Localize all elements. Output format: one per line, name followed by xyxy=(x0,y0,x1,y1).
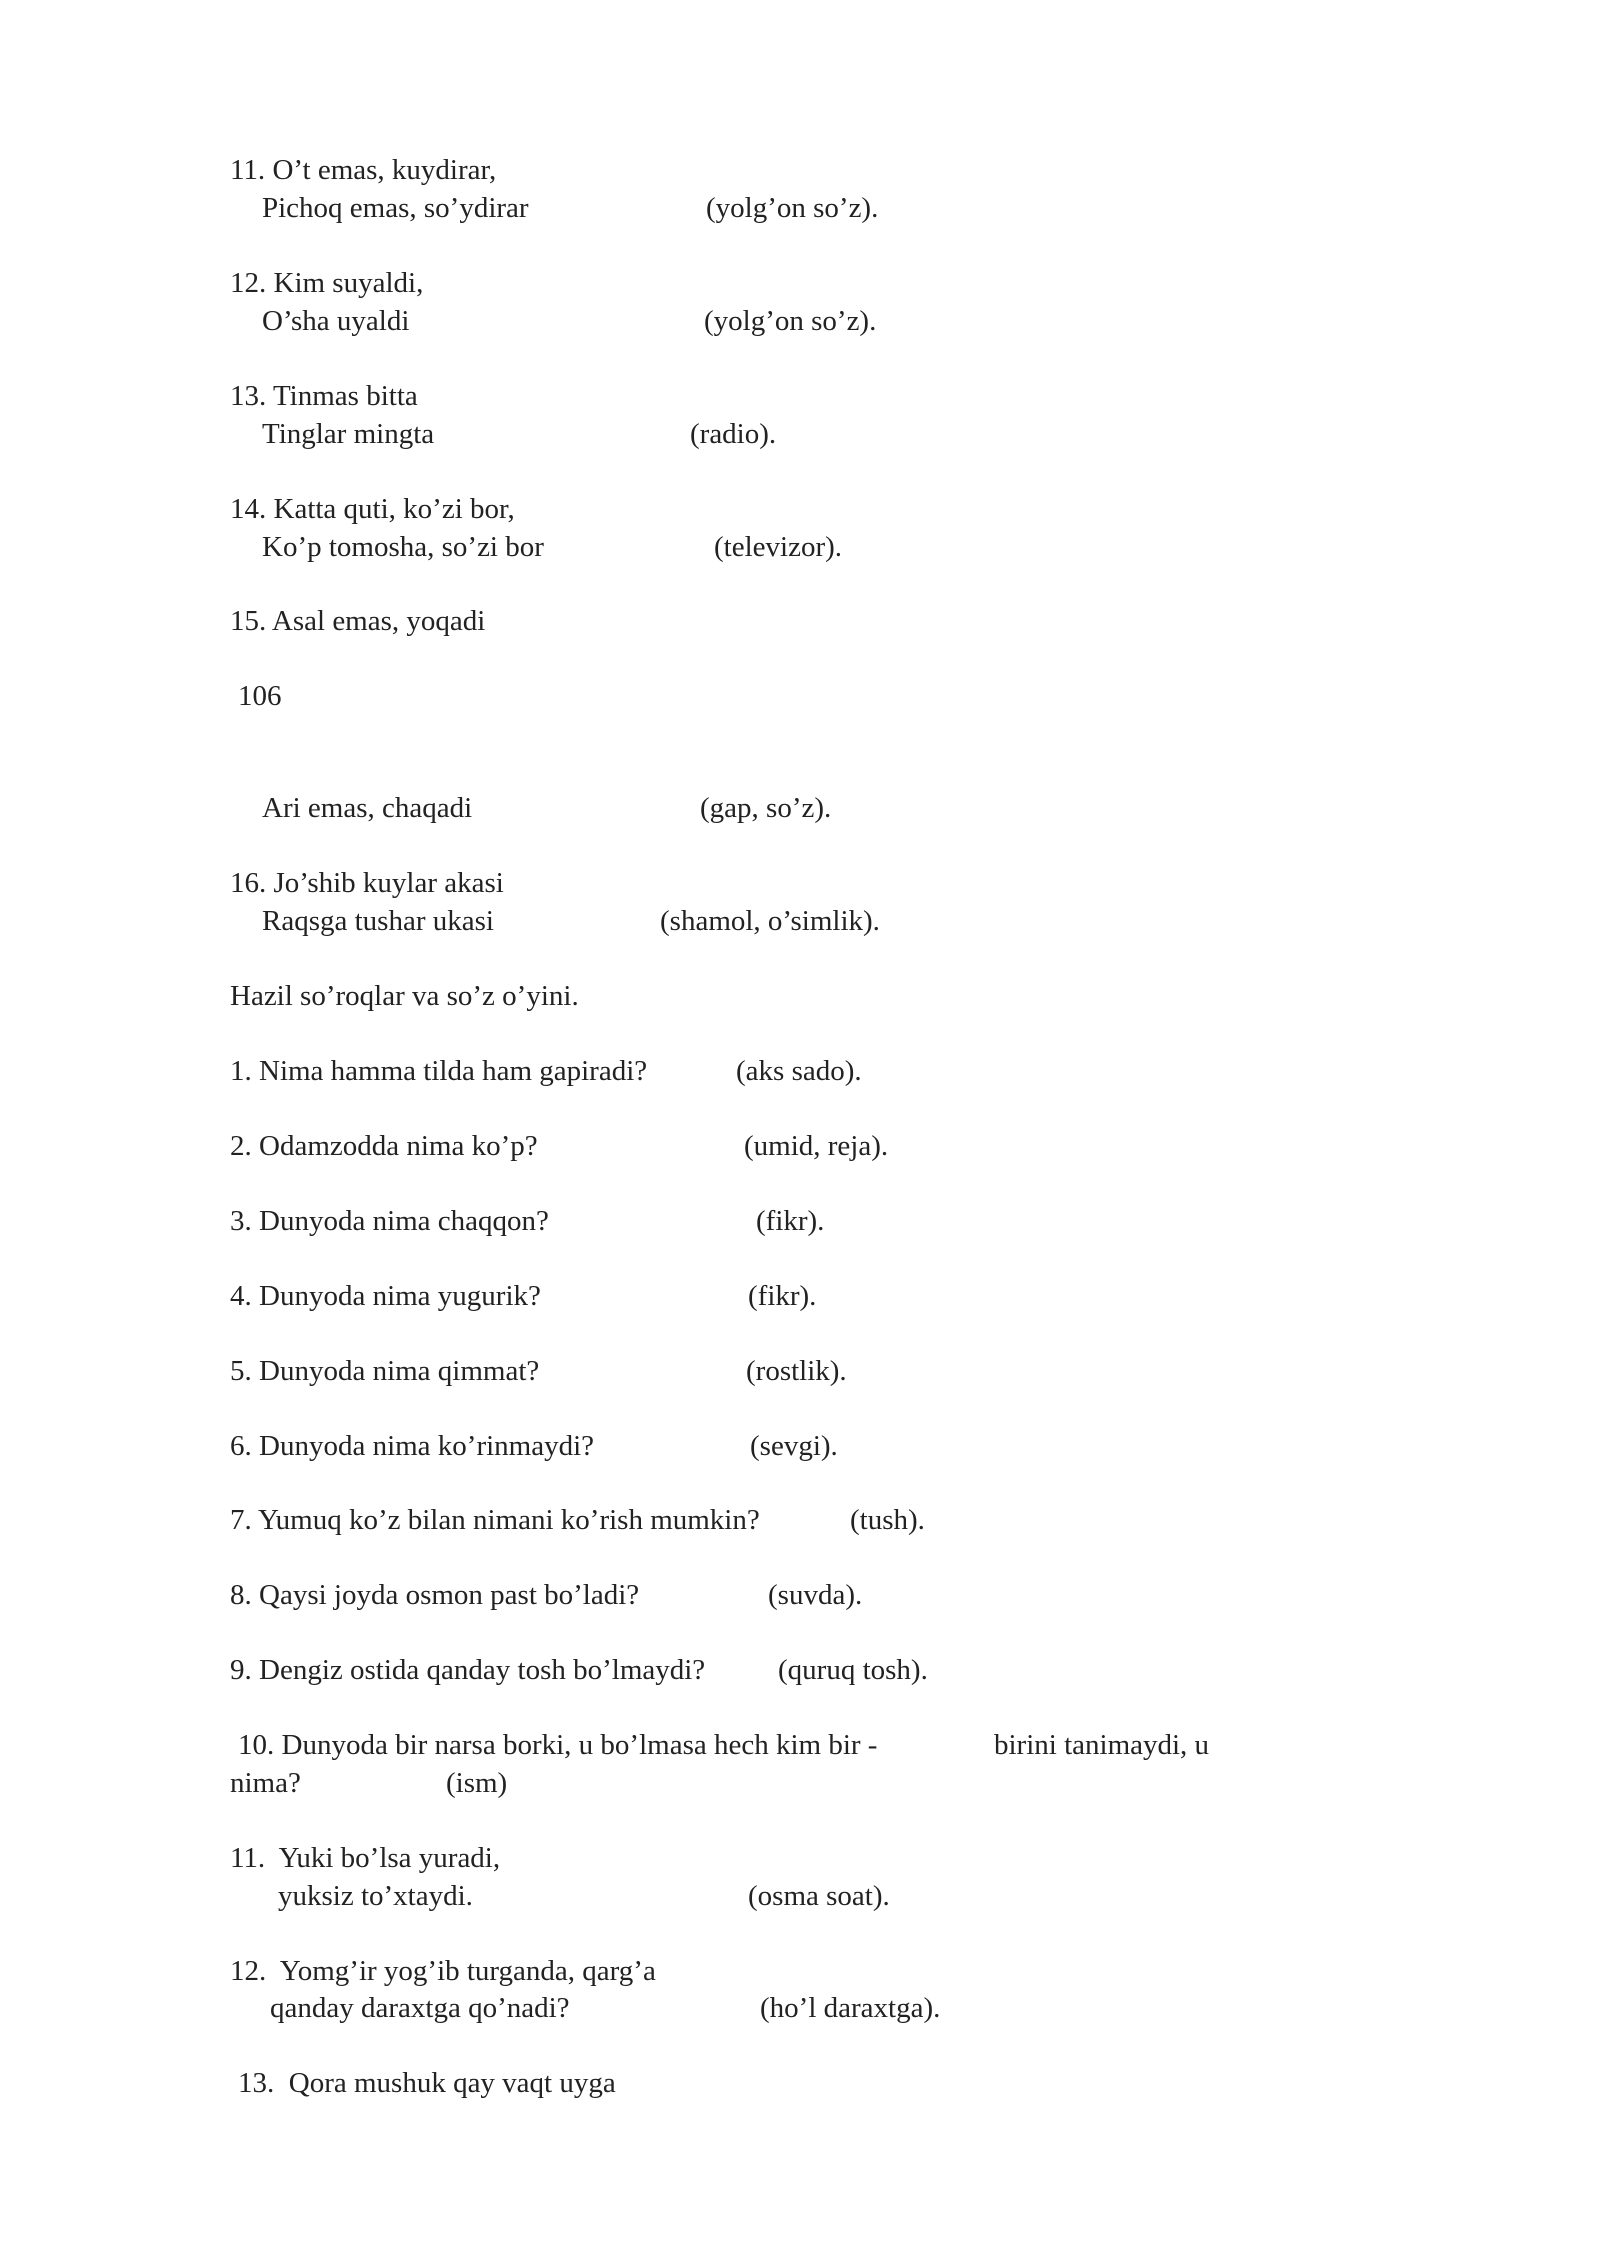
question-3-answer: (fikr). xyxy=(756,1205,825,1237)
question-10-answer: (ism) xyxy=(446,1767,508,1799)
question-number: 6. xyxy=(230,1430,252,1462)
question-text: Dunyoda nima qimmat? xyxy=(259,1355,540,1387)
question-text: Dunyoda nima ko’rinmaydi? xyxy=(259,1430,595,1462)
riddle-text: Katta quti, ko’zi bor, xyxy=(273,493,515,525)
riddle-text: Jo’shib kuylar akasi xyxy=(273,867,504,899)
question-7-answer: (tush). xyxy=(850,1504,925,1536)
riddle-16-line2: Raqsga tushar ukasi xyxy=(262,905,494,937)
riddle-11-answer: (yolg’on so’z). xyxy=(706,192,879,224)
question-9-answer: (quruq tosh). xyxy=(778,1654,928,1686)
question-number: 10. xyxy=(238,1729,275,1761)
question-text: Dunyoda nima chaqqon? xyxy=(259,1205,549,1237)
question-number: 12. xyxy=(230,1955,267,1987)
question-text: Dunyoda bir narsa borki, u bo’lmasa hech kim bir - xyxy=(281,1729,878,1761)
question-6 xyxy=(230,1428,594,1464)
page-number: 106 xyxy=(238,680,282,712)
question-4 xyxy=(230,1278,541,1314)
riddle-15-line2: Ari emas, chaqadi xyxy=(262,792,473,824)
question-number: 3. xyxy=(230,1205,252,1237)
riddle-12-line1 xyxy=(230,265,423,301)
riddle-15-line1 xyxy=(230,603,485,639)
question-number: 9. xyxy=(230,1654,252,1686)
riddle-13-line2: Tinglar mingta xyxy=(262,418,435,450)
question-9 xyxy=(230,1652,705,1688)
riddle-number: 13. xyxy=(230,380,267,412)
riddle-14-answer: (televizor). xyxy=(714,531,843,563)
question-10 xyxy=(238,1727,877,1763)
question-5-answer: (rostlik). xyxy=(746,1355,847,1387)
question-number: 1. xyxy=(230,1055,252,1087)
question-number: 13. xyxy=(238,2067,275,2099)
section-heading: Hazil so’roqlar va so’z o’yini. xyxy=(230,980,579,1012)
question-6-answer: (sevgi). xyxy=(750,1430,838,1462)
question-11 xyxy=(230,1840,500,1876)
question-7 xyxy=(230,1502,760,1538)
question-8-answer: (suvda). xyxy=(768,1579,863,1611)
question-10-continuation: birini tanimaydi, u xyxy=(994,1729,1210,1761)
question-text: Dengiz ostida qanday tosh bo’lmaydi? xyxy=(259,1654,706,1686)
question-2 xyxy=(230,1128,538,1164)
question-1-answer: (aks sado). xyxy=(736,1055,862,1087)
question-number: 5. xyxy=(230,1355,252,1387)
riddle-15-answer: (gap, so’z). xyxy=(700,792,832,824)
question-8 xyxy=(230,1577,639,1613)
riddle-number: 11. xyxy=(230,154,266,186)
riddle-number: 16. xyxy=(230,867,267,899)
question-text: Yumuq ko’z bilan nimani ko’rish mumkin? xyxy=(257,1504,760,1536)
question-number: 8. xyxy=(230,1579,252,1611)
question-text: Qora mushuk qay vaqt uyga xyxy=(288,2067,616,2099)
riddle-16-line1 xyxy=(230,865,504,901)
question-3 xyxy=(230,1203,549,1239)
riddle-number: 14. xyxy=(230,493,267,525)
riddle-14-line2: Ko’p tomosha, so’zi bor xyxy=(262,531,544,563)
question-2-answer: (umid, reja). xyxy=(744,1130,889,1162)
question-text: Qaysi joyda osmon past bo’ladi? xyxy=(259,1579,640,1611)
question-text: Nima hamma tilda ham gapiradi? xyxy=(259,1055,648,1087)
riddle-text: Asal emas, yoqadi xyxy=(271,605,486,637)
question-text: Odamzodda nima ko’p? xyxy=(259,1130,538,1162)
question-11-line2: yuksiz to’xtaydi. xyxy=(278,1880,473,1912)
question-text: Dunyoda nima yugurik? xyxy=(259,1280,541,1312)
question-number: 7. xyxy=(230,1504,252,1536)
question-number: 4. xyxy=(230,1280,252,1312)
question-12-answer: (ho’l daraxtga). xyxy=(760,1992,941,2024)
riddle-13-line1 xyxy=(230,378,418,414)
question-5 xyxy=(230,1353,539,1389)
riddle-number: 15. xyxy=(230,605,267,637)
riddle-12-answer: (yolg’on so’z). xyxy=(704,305,877,337)
riddle-14-line1 xyxy=(230,491,515,527)
question-12-line2: qanday daraxtga qo’nadi? xyxy=(270,1992,570,2024)
question-text: Yuki bo’lsa yuradi, xyxy=(278,1842,501,1874)
question-text: Yomg’ir yog’ib turganda, qarg’a xyxy=(279,1955,656,1987)
riddle-16-answer: (shamol, o’simlik). xyxy=(660,905,880,937)
question-13 xyxy=(238,2065,616,2101)
riddle-12-line2: O’sha uyaldi xyxy=(262,305,410,337)
riddle-text: Tinmas bitta xyxy=(272,380,418,412)
question-number: 11. xyxy=(230,1842,266,1874)
riddle-13-answer: (radio). xyxy=(690,418,777,450)
riddle-text: O’t emas, kuydirar, xyxy=(272,154,497,186)
question-1 xyxy=(230,1053,647,1089)
riddle-11-line1 xyxy=(230,152,496,188)
riddle-text: Kim suyaldi, xyxy=(273,267,424,299)
riddle-11-line2: Pichoq emas, so’ydirar xyxy=(262,192,529,224)
question-12 xyxy=(230,1953,656,1989)
riddle-number: 12. xyxy=(230,267,267,299)
question-4-answer: (fikr). xyxy=(748,1280,817,1312)
question-number: 2. xyxy=(230,1130,252,1162)
question-10-line2: nima? xyxy=(230,1767,301,1799)
question-11-answer: (osma soat). xyxy=(748,1880,890,1912)
